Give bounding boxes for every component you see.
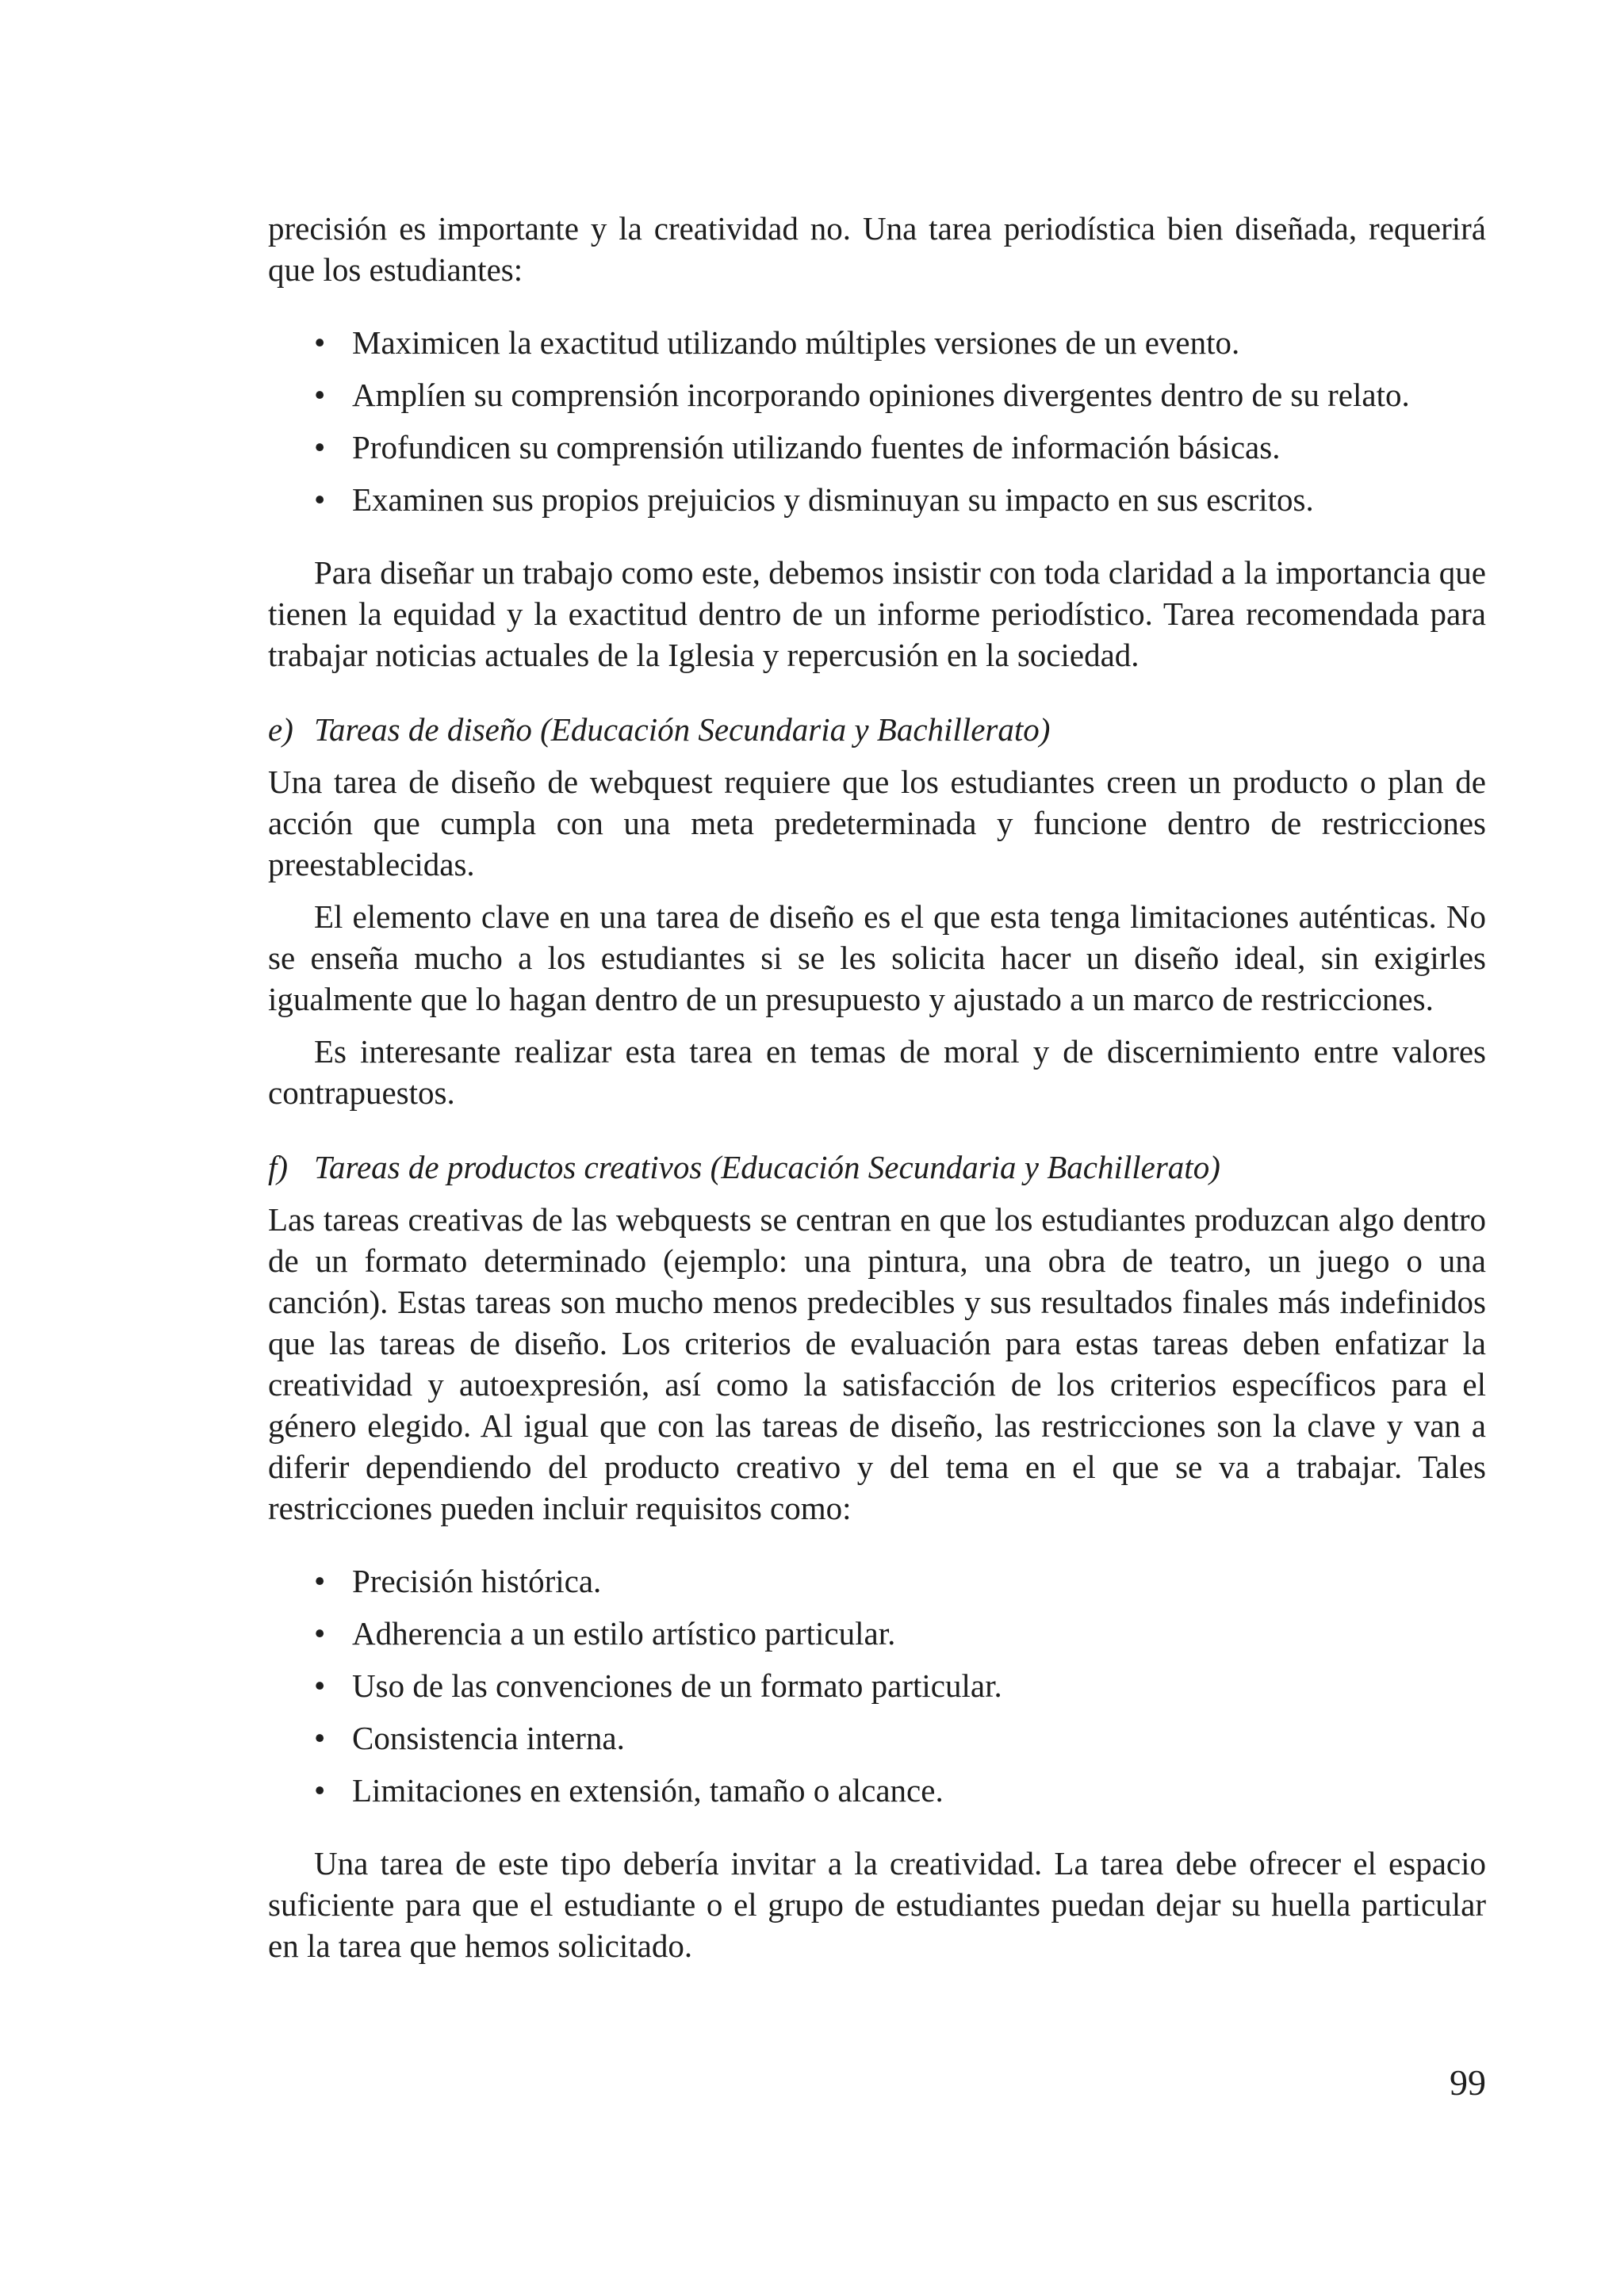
section-e-paragraph-3: Es interesante realizar esta tarea en temas de moral y de discernimiento entre valores contrapuestos. bbox=[268, 1033, 1486, 1111]
list-item bbox=[268, 1560, 1486, 1602]
list-item-text: Precisión histórica. bbox=[352, 1563, 602, 1599]
section-e-paragraph-1: Una tarea de diseño de webquest requiere que los estudiantes creen un producto o plan de acción que cumpla con una meta predeterminada y funcione dentro de restricciones preestablecidas. bbox=[268, 764, 1486, 882]
list-item bbox=[268, 374, 1486, 415]
list-item-text: Amplíen su comprensión incorporando opiniones divergentes dentro de su relato. bbox=[352, 377, 1410, 413]
list-item bbox=[268, 1717, 1486, 1759]
list-item bbox=[268, 479, 1486, 520]
journalism-task-list bbox=[268, 322, 1486, 520]
section-f-title: Tareas de productos creativos (Educación Secundaria y Bachillerato) bbox=[314, 1149, 1220, 1185]
list-item-text: Adherencia a un estilo artístico particular. bbox=[352, 1615, 896, 1652]
list-item-text: Limitaciones en extensión, tamaño o alcance. bbox=[352, 1772, 944, 1809]
list-item-text: Consistencia interna. bbox=[352, 1720, 625, 1756]
section-e-heading bbox=[268, 709, 1486, 750]
list-item bbox=[268, 1613, 1486, 1654]
bullet-icon: • bbox=[314, 1615, 326, 1652]
list-item bbox=[268, 1665, 1486, 1706]
section-f-heading bbox=[268, 1146, 1486, 1188]
bullet-icon: • bbox=[314, 377, 326, 413]
page-body-text bbox=[268, 208, 1486, 1966]
bullet-icon: • bbox=[314, 1720, 326, 1756]
list-item-text: Examinen sus propios prejuicios y disminuyan su impacto en sus escritos. bbox=[352, 481, 1314, 518]
list-item bbox=[268, 427, 1486, 468]
list-item-text: Uso de las convenciones de un formato particular. bbox=[352, 1667, 1002, 1704]
bullet-icon: • bbox=[314, 481, 326, 518]
section-e-paragraph-2: El elemento clave en una tarea de diseño es el que esta tenga limitaciones auténticas. No se enseña mucho a los estudiantes si se les solicita hacer un diseño ideal, sin exigirles igualmente que lo hagan dentro de un presupuesto y ajustado a un marco de restricciones. bbox=[268, 898, 1486, 1017]
bullet-icon: • bbox=[314, 1772, 326, 1809]
section-e-label: e) bbox=[268, 711, 293, 748]
bullet-icon: • bbox=[314, 324, 326, 361]
section-e-title: Tareas de diseño (Educación Secundaria y Bachillerato) bbox=[314, 711, 1051, 748]
bullet-icon: • bbox=[314, 1563, 326, 1599]
creative-requirements-list bbox=[268, 1560, 1486, 1811]
bullet-icon: • bbox=[314, 429, 326, 465]
section-f-paragraph: Las tareas creativas de las webquests se centran en que los estudiantes produzcan algo dentro de un formato determinado (ejemplo: una pintura, una obra de teatro, un juego o una canción). Estas tareas son mucho menos predecibles y sus resultados finales más indefinidos que las tareas de diseño. Los criterios de evaluación para estas tareas deben enfatizar la creatividad y autoexpresión, así como la satisfacción de los criterios específicos para el género elegido. Al igual que con las tareas de diseño, las restricciones son la clave y van a diferir dependiendo del producto creativo y del tema en el que se va a trabajar. Tales restricciones pueden incluir requisitos como: bbox=[268, 1201, 1486, 1526]
list-item-text: Maximicen la exactitud utilizando múltiples versiones de un evento. bbox=[352, 324, 1240, 361]
bullet-icon: • bbox=[314, 1667, 326, 1704]
list-item bbox=[268, 1770, 1486, 1811]
list-item bbox=[268, 322, 1486, 363]
section-f-label: f) bbox=[268, 1149, 289, 1185]
design-journalism-paragraph: Para diseñar un trabajo como este, debemos insistir con toda claridad a la importancia que tienen la equidad y la exactitud dentro de un informe periodístico. Tarea recomendada para trabajar noticias actuales de la Iglesia y repercusión en la sociedad. bbox=[268, 554, 1486, 673]
list-item-text: Profundicen su comprensión utilizando fuentes de información básicas. bbox=[352, 429, 1281, 465]
page-number: 99 bbox=[1450, 2062, 1486, 2103]
intro-paragraph: precisión es importante y la creatividad no. Una tarea periodística bien diseñada, requerirá que los estudiantes: bbox=[268, 210, 1486, 288]
closing-paragraph: Una tarea de este tipo debería invitar a la creatividad. La tarea debe ofrecer el espacio suficiente para que el estudiante o el grupo de estudiantes puedan dejar su huella particular en la tarea que hemos solicitado. bbox=[268, 1845, 1486, 1964]
